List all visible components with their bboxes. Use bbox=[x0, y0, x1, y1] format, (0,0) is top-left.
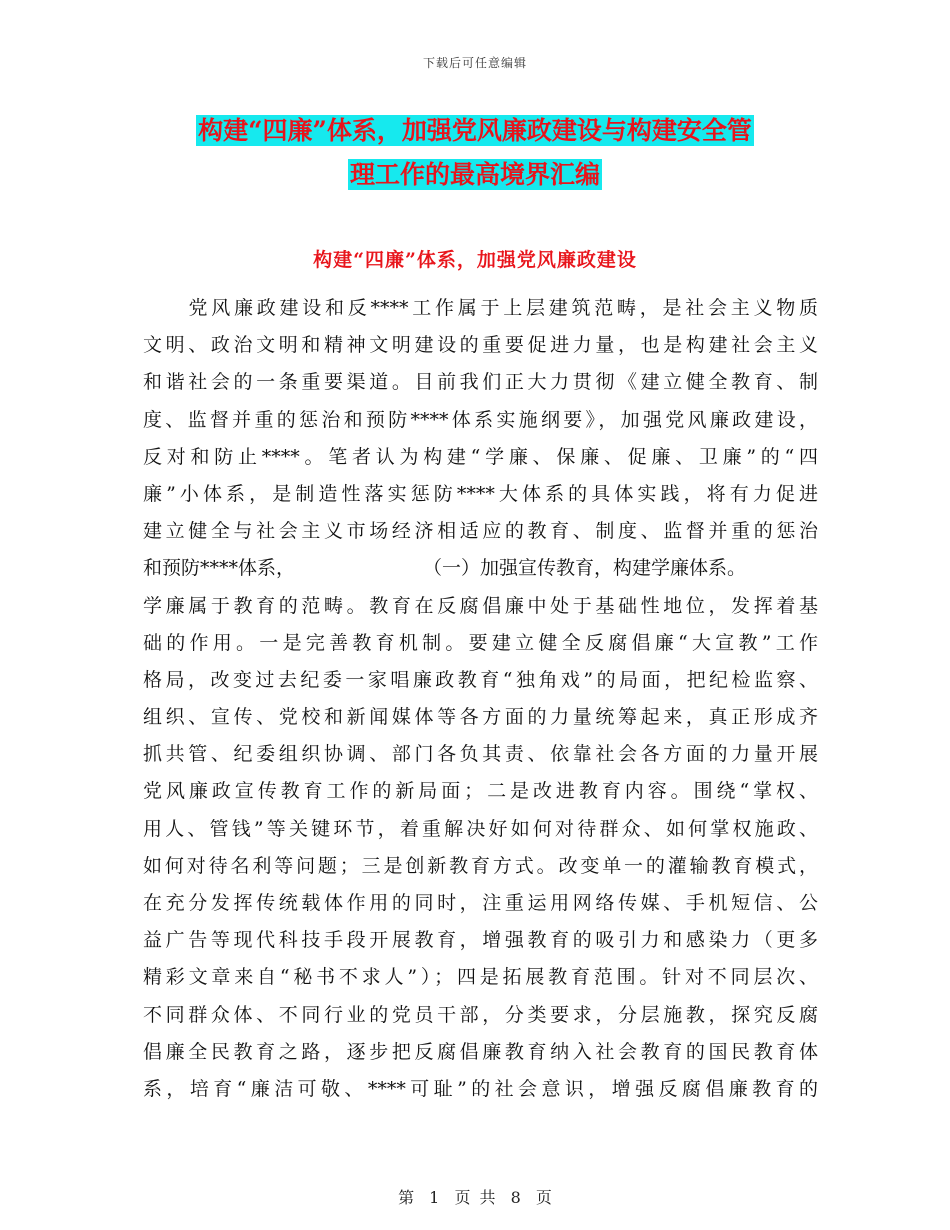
footer-middle: 页 共 bbox=[454, 1188, 496, 1207]
body-line: 党风廉政建设和反****工作属于上层建筑范畴，是社会主义物质 bbox=[143, 297, 818, 319]
body-line: 廉”小体系，是制造性落实惩防****大体系的具体实践，将有力促进 bbox=[143, 482, 818, 505]
body-line: 如何对待名利等问题；三是创新教育方式。改变单一的灌输教育模式， bbox=[143, 854, 818, 877]
body-text bbox=[143, 290, 818, 1108]
body-line: 建立健全与社会主义市场经济相适应的教育、制度、监督并重的惩治 bbox=[143, 520, 818, 543]
body-line: 抓共管、纪委组织协调、部门各负其责、依靠社会各方面的力量开展 bbox=[143, 743, 818, 766]
main-title-line-2 bbox=[0, 155, 950, 195]
main-title-line-1 bbox=[0, 111, 950, 151]
body-line: 反对和防止****。笔者认为构建“学廉、保廉、促廉、卫廉”的“四 bbox=[143, 445, 818, 468]
body-line: 用人、管钱”等关键环节，着重解决好如何对待群众、如何掌权施政、 bbox=[143, 817, 818, 840]
body-line-right: （一）加强宣传教育，构建学廉体系。 bbox=[423, 557, 747, 580]
total-page-count: 8 bbox=[510, 1188, 521, 1207]
footer-suffix: 页 bbox=[535, 1188, 552, 1207]
body-line: 党风廉政宣传教育工作的新局面；二是改进教育内容。围绕“掌权、 bbox=[143, 780, 818, 803]
section-title: 构建“四廉”体系，加强党风廉政建设 bbox=[313, 249, 637, 271]
body-line: 文明、政治文明和精神文明建设的重要促进力量，也是构建社会主义 bbox=[143, 334, 818, 357]
body-line: 倡廉全民教育之路，逐步把反腐倡廉教育纳入社会教育的国民教育体 bbox=[143, 1040, 818, 1063]
current-page-number: 1 bbox=[429, 1188, 440, 1207]
body-line: 础的作用。一是完善教育机制。要建立健全反腐倡廉“大宣教”工作 bbox=[143, 631, 818, 654]
body-line: 在充分发挥传统载体作用的同时，注重运用网络传媒、手机短信、公 bbox=[143, 892, 818, 914]
body-line: 益广告等现代科技手段开展教育，增强教育的吸引力和感染力（更多 bbox=[143, 929, 818, 952]
body-line: 组织、宣传、党校和新闻媒体等各方面的力量统筹起来，真正形成齐 bbox=[143, 706, 818, 729]
main-title-text-1: 构建“四廉”体系，加强党风廉政建设与构建安全管 bbox=[198, 116, 752, 145]
body-line: 学廉属于教育的范畴。教育在反腐倡廉中处于基础性地位，发挥着基 bbox=[143, 594, 818, 617]
body-line-left: 和预防****体系， bbox=[143, 557, 296, 580]
body-line: 不同群众体、不同行业的党员干部，分类要求，分层施教，探究反腐 bbox=[143, 1003, 818, 1026]
main-title-text-2: 理工作的最高境界汇编 bbox=[349, 160, 600, 189]
body-line: 和谐社会的一条重要渠道。目前我们正大力贯彻《建立健全教育、制 bbox=[143, 371, 818, 394]
body-line: 格局，改变过去纪委一家唱廉政教育“独角戏”的局面，把纪检监察、 bbox=[143, 668, 818, 691]
body-line-with-gap bbox=[143, 550, 818, 587]
header-note: 下载后可任意编辑 bbox=[422, 56, 527, 70]
page-footer bbox=[0, 1185, 950, 1208]
footer-prefix: 第 bbox=[398, 1188, 415, 1207]
body-line: 系，培育“廉洁可敬、****可耻”的社会意识，增强反腐倡廉教育的 bbox=[143, 1077, 818, 1100]
body-line: 度、监督并重的惩治和预防****体系实施纲要》，加强党风廉政建设， bbox=[143, 408, 818, 431]
body-line: 精彩文章来自“秘书不求人”）；四是拓展教育范围。针对不同层次、 bbox=[143, 966, 818, 989]
